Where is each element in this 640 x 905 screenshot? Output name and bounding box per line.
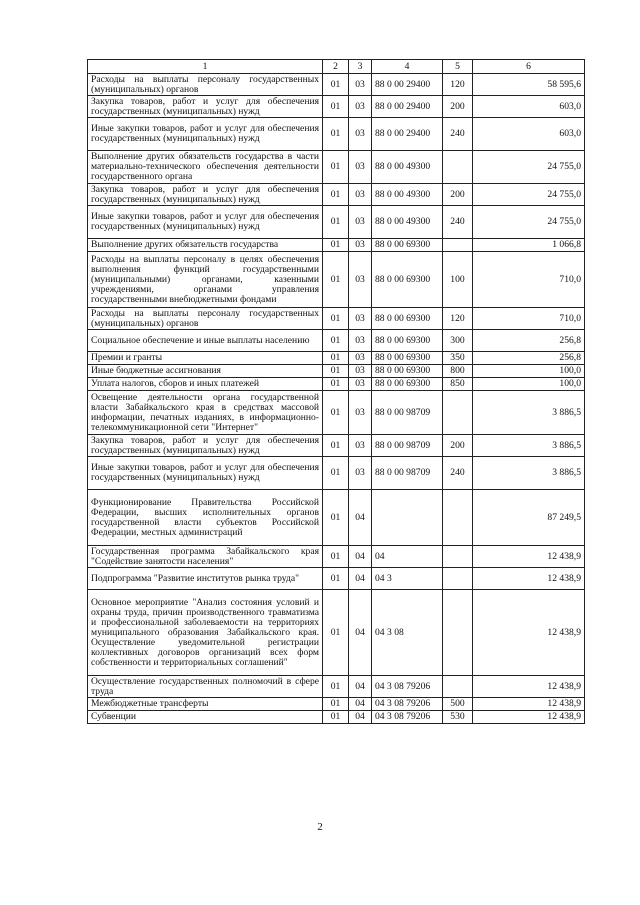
amount: 3 886,5 bbox=[473, 435, 585, 457]
row-name: Расходы на выплаты персоналу государственных (муниципальных) органов bbox=[88, 308, 323, 330]
row-name: Подпрограмма "Развитие институтов рынка труда" bbox=[88, 568, 323, 590]
row-name: Государственная программа Забайкальского края "Содействие занятости населения" bbox=[88, 546, 323, 568]
target-article-code: 04 3 08 79206 bbox=[372, 711, 443, 724]
amount: 603,0 bbox=[473, 118, 585, 151]
row-name: Закупка товаров, работ и услуг для обеспечения государственных (муниципальных) нужд bbox=[88, 435, 323, 457]
header-row bbox=[88, 60, 585, 74]
row-name: Иные бюджетные ассигнования bbox=[88, 365, 323, 378]
table-row bbox=[88, 239, 585, 252]
amount: 24 755,0 bbox=[473, 206, 585, 239]
subsection-code: 04 bbox=[349, 568, 372, 590]
target-article-code: 88 0 00 49300 bbox=[372, 206, 443, 239]
expense-type-code bbox=[443, 546, 473, 568]
amount: 100,0 bbox=[473, 378, 585, 391]
section-code: 01 bbox=[323, 378, 349, 391]
expense-type-code bbox=[443, 239, 473, 252]
target-article-code: 88 0 00 98709 bbox=[372, 457, 443, 490]
table-row bbox=[88, 252, 585, 308]
section-code: 01 bbox=[323, 252, 349, 308]
row-name: Иные закупки товаров, работ и услуг для обеспечения государственных (муниципальных) нужд bbox=[88, 206, 323, 239]
expense-type-code bbox=[443, 590, 473, 676]
section-code: 01 bbox=[323, 365, 349, 378]
section-code: 01 bbox=[323, 96, 349, 118]
expense-type-code: 100 bbox=[443, 252, 473, 308]
table-row bbox=[88, 435, 585, 457]
row-name: Премии и гранты bbox=[88, 352, 323, 365]
section-code: 01 bbox=[323, 206, 349, 239]
subsection-code: 04 bbox=[349, 546, 372, 568]
header-cell: 5 bbox=[443, 60, 473, 74]
header-cell: 2 bbox=[323, 60, 349, 74]
table-row bbox=[88, 590, 585, 676]
section-code: 01 bbox=[323, 391, 349, 435]
expense-type-code bbox=[443, 676, 473, 698]
row-name: Уплата налогов, сборов и иных платежей bbox=[88, 378, 323, 391]
subsection-code: 04 bbox=[349, 490, 372, 546]
amount: 12 438,9 bbox=[473, 711, 585, 724]
target-article-code: 88 0 00 69300 bbox=[372, 252, 443, 308]
table-row bbox=[88, 490, 585, 546]
row-name: Выполнение других обязательств государства bbox=[88, 239, 323, 252]
subsection-code: 03 bbox=[349, 365, 372, 378]
target-article-code: 88 0 00 29400 bbox=[372, 74, 443, 96]
section-code: 01 bbox=[323, 568, 349, 590]
subsection-code: 03 bbox=[349, 378, 372, 391]
target-article-code: 04 3 08 79206 bbox=[372, 676, 443, 698]
target-article-code: 04 3 08 79206 bbox=[372, 698, 443, 711]
subsection-code: 03 bbox=[349, 457, 372, 490]
section-code: 01 bbox=[323, 457, 349, 490]
amount: 12 438,9 bbox=[473, 546, 585, 568]
table-row bbox=[88, 457, 585, 490]
amount: 87 249,5 bbox=[473, 490, 585, 546]
target-article-code: 88 0 00 98709 bbox=[372, 391, 443, 435]
section-code: 01 bbox=[323, 711, 349, 724]
target-article-code: 88 0 00 29400 bbox=[372, 96, 443, 118]
subsection-code: 03 bbox=[349, 96, 372, 118]
section-code: 01 bbox=[323, 239, 349, 252]
expense-type-code: 240 bbox=[443, 457, 473, 490]
table-row bbox=[88, 206, 585, 239]
table-row bbox=[88, 118, 585, 151]
table-row bbox=[88, 151, 585, 184]
expense-type-code: 200 bbox=[443, 435, 473, 457]
table-row bbox=[88, 352, 585, 365]
row-name: Осуществление государственных полномочий в сфере труда bbox=[88, 676, 323, 698]
expense-type-code: 850 bbox=[443, 378, 473, 391]
expense-type-code bbox=[443, 490, 473, 546]
subsection-code: 04 bbox=[349, 676, 372, 698]
expense-type-code: 500 bbox=[443, 698, 473, 711]
subsection-code: 03 bbox=[349, 252, 372, 308]
section-code: 01 bbox=[323, 151, 349, 184]
amount: 12 438,9 bbox=[473, 698, 585, 711]
target-article-code: 88 0 00 69300 bbox=[372, 308, 443, 330]
section-code: 01 bbox=[323, 352, 349, 365]
budget-table bbox=[87, 59, 585, 724]
header-cell: 4 bbox=[372, 60, 443, 74]
expense-type-code: 200 bbox=[443, 96, 473, 118]
subsection-code: 04 bbox=[349, 711, 372, 724]
subsection-code: 03 bbox=[349, 391, 372, 435]
table-row bbox=[88, 711, 585, 724]
expense-type-code: 530 bbox=[443, 711, 473, 724]
row-name: Закупка товаров, работ и услуг для обеспечения государственных (муниципальных) нужд bbox=[88, 96, 323, 118]
row-name: Функционирование Правительства Российской Федерации, высших исполнительных органов государственной власти субъектов Российской Федерации, местных администраций bbox=[88, 490, 323, 546]
section-code: 01 bbox=[323, 435, 349, 457]
row-name: Социальное обеспечение и иные выплаты населению bbox=[88, 330, 323, 352]
table-row bbox=[88, 96, 585, 118]
table-row bbox=[88, 546, 585, 568]
expense-type-code bbox=[443, 391, 473, 435]
target-article-code bbox=[372, 490, 443, 546]
expense-type-code: 240 bbox=[443, 206, 473, 239]
table-row bbox=[88, 698, 585, 711]
subsection-code: 03 bbox=[349, 206, 372, 239]
subsection-code: 03 bbox=[349, 184, 372, 206]
section-code: 01 bbox=[323, 330, 349, 352]
target-article-code: 88 0 00 69300 bbox=[372, 239, 443, 252]
expense-type-code: 800 bbox=[443, 365, 473, 378]
header-cell: 3 bbox=[349, 60, 372, 74]
row-name: Выполнение других обязательств государства в части материально-технического обеспечения деятельности государственного органа bbox=[88, 151, 323, 184]
subsection-code: 03 bbox=[349, 239, 372, 252]
subsection-code: 03 bbox=[349, 151, 372, 184]
subsection-code: 04 bbox=[349, 590, 372, 676]
target-article-code: 04 3 08 bbox=[372, 590, 443, 676]
target-article-code: 88 0 00 69300 bbox=[372, 352, 443, 365]
subsection-code: 03 bbox=[349, 330, 372, 352]
table-row bbox=[88, 330, 585, 352]
row-name: Межбюджетные трансферты bbox=[88, 698, 323, 711]
amount: 256,8 bbox=[473, 330, 585, 352]
amount: 58 595,6 bbox=[473, 74, 585, 96]
amount: 256,8 bbox=[473, 352, 585, 365]
amount: 12 438,9 bbox=[473, 568, 585, 590]
section-code: 01 bbox=[323, 590, 349, 676]
expense-type-code bbox=[443, 151, 473, 184]
row-name: Основное мероприятие "Анализ состояния условий и охраны труда, причин производственного травматизма и профессиональной заболеваемости на территориях муниципального образования Забайкальского края. Осуществление уведомительной регистрации коллективных договоров организаций всех форм собственности и территориальных соглашений" bbox=[88, 590, 323, 676]
expense-type-code: 300 bbox=[443, 330, 473, 352]
target-article-code: 88 0 00 69300 bbox=[372, 330, 443, 352]
amount: 100,0 bbox=[473, 365, 585, 378]
amount: 24 755,0 bbox=[473, 151, 585, 184]
row-name: Субвенции bbox=[88, 711, 323, 724]
expense-type-code: 120 bbox=[443, 74, 473, 96]
subsection-code: 03 bbox=[349, 352, 372, 365]
target-article-code: 88 0 00 69300 bbox=[372, 378, 443, 391]
amount: 603,0 bbox=[473, 96, 585, 118]
table-row bbox=[88, 391, 585, 435]
section-code: 01 bbox=[323, 74, 349, 96]
row-name: Расходы на выплаты персоналу государственных (муниципальных) органов bbox=[88, 74, 323, 96]
amount: 3 886,5 bbox=[473, 457, 585, 490]
section-code: 01 bbox=[323, 184, 349, 206]
expense-type-code: 120 bbox=[443, 308, 473, 330]
target-article-code: 04 bbox=[372, 546, 443, 568]
row-name: Расходы на выплаты персоналу в целях обеспечения выполнения функций государственными (муниципальными) органами, казенными учреждениями, органами управления государственными внебюджетными фондами bbox=[88, 252, 323, 308]
section-code: 01 bbox=[323, 490, 349, 546]
expense-type-code: 350 bbox=[443, 352, 473, 365]
target-article-code: 88 0 00 49300 bbox=[372, 184, 443, 206]
subsection-code: 03 bbox=[349, 435, 372, 457]
amount: 1 066,8 bbox=[473, 239, 585, 252]
subsection-code: 03 bbox=[349, 308, 372, 330]
table-row bbox=[88, 378, 585, 391]
amount: 710,0 bbox=[473, 308, 585, 330]
table-row bbox=[88, 308, 585, 330]
amount: 12 438,9 bbox=[473, 676, 585, 698]
subsection-code: 04 bbox=[349, 698, 372, 711]
subsection-code: 03 bbox=[349, 118, 372, 151]
table-row bbox=[88, 568, 585, 590]
table-row bbox=[88, 676, 585, 698]
table-row bbox=[88, 365, 585, 378]
table-row bbox=[88, 184, 585, 206]
section-code: 01 bbox=[323, 118, 349, 151]
amount: 3 886,5 bbox=[473, 391, 585, 435]
expense-type-code bbox=[443, 568, 473, 590]
amount: 24 755,0 bbox=[473, 184, 585, 206]
header-cell: 6 bbox=[473, 60, 585, 74]
row-name: Иные закупки товаров, работ и услуг для обеспечения государственных (муниципальных) нужд bbox=[88, 457, 323, 490]
table-row bbox=[88, 74, 585, 96]
row-name: Освещение деятельности органа государственной власти Забайкальского края в средствах массовой информации, печатных изданиях, в информационно-телекоммуникационной сети "Интернет" bbox=[88, 391, 323, 435]
expense-type-code: 200 bbox=[443, 184, 473, 206]
section-code: 01 bbox=[323, 698, 349, 711]
subsection-code: 03 bbox=[349, 74, 372, 96]
header-cell: 1 bbox=[88, 60, 323, 74]
target-article-code: 88 0 00 69300 bbox=[372, 365, 443, 378]
row-name: Иные закупки товаров, работ и услуг для обеспечения государственных (муниципальных) нужд bbox=[88, 118, 323, 151]
section-code: 01 bbox=[323, 676, 349, 698]
amount: 710,0 bbox=[473, 252, 585, 308]
target-article-code: 88 0 00 98709 bbox=[372, 435, 443, 457]
section-code: 01 bbox=[323, 308, 349, 330]
page-number: 2 bbox=[317, 821, 323, 833]
target-article-code: 88 0 00 49300 bbox=[372, 151, 443, 184]
expense-type-code: 240 bbox=[443, 118, 473, 151]
target-article-code: 88 0 00 29400 bbox=[372, 118, 443, 151]
row-name: Закупка товаров, работ и услуг для обеспечения государственных (муниципальных) нужд bbox=[88, 184, 323, 206]
target-article-code: 04 3 bbox=[372, 568, 443, 590]
amount: 12 438,9 bbox=[473, 590, 585, 676]
section-code: 01 bbox=[323, 546, 349, 568]
